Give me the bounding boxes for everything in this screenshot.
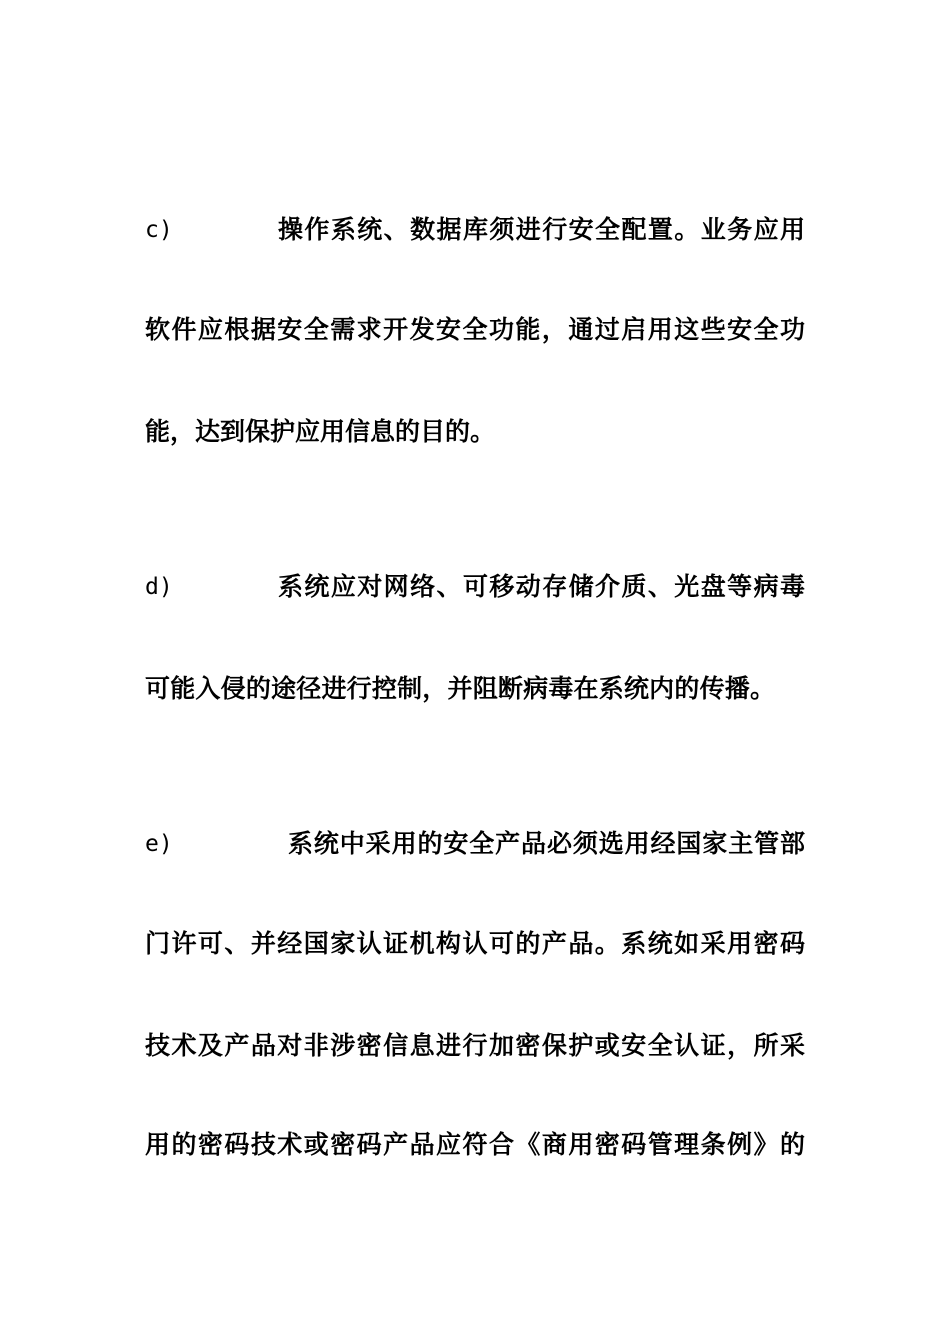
list-marker-e: e) <box>145 831 173 857</box>
item-e-line-4: 用的密码技术或密码产品应符合《商用密码管理条例》的 <box>145 1130 805 1159</box>
item-d-line-2: 可能入侵的途径进行控制，并阻断病毒在系统内的传播。 <box>145 674 775 703</box>
item-c-line-1: 操作系统、数据库须进行安全配置。业务应用 <box>278 215 805 244</box>
item-c-line-2: 软件应根据安全需求开发安全功能，通过启用这些安全功 <box>145 315 805 344</box>
list-marker-c: c) <box>145 217 173 243</box>
item-c-line-3: 能，达到保护应用信息的目的。 <box>145 417 496 446</box>
item-e-line-1: 系统中采用的安全产品必须选用经国家主管部 <box>288 829 805 858</box>
item-e-line-3: 技术及产品对非涉密信息进行加密保护或安全认证，所采 <box>145 1031 805 1060</box>
list-marker-d: d) <box>145 574 173 600</box>
item-d-line-1: 系统应对网络、可移动存储介质、光盘等病毒 <box>278 572 805 601</box>
item-e-line-2: 门许可、并经国家认证机构认可的产品。系统如采用密码 <box>145 929 805 958</box>
